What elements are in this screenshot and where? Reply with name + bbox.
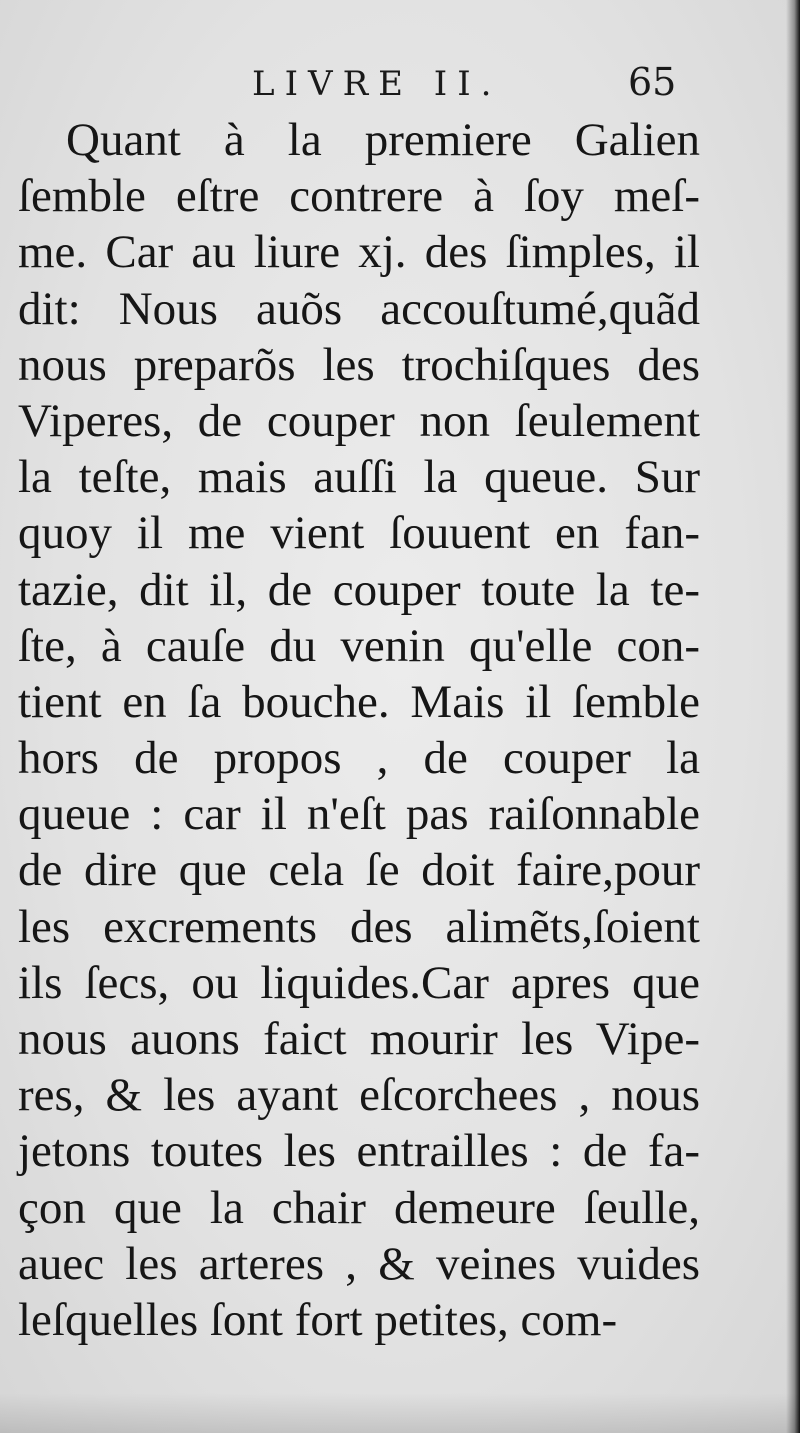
text-line: nous preparõs les trochiſques des (18, 338, 700, 391)
body-text (18, 112, 700, 1348)
text-line: hors de propos , de couper la (18, 732, 700, 785)
text-line: quoy il me vient ſouuent en fan- (18, 507, 700, 560)
text-line: dit: Nous auõs accouſtumé,quãd (18, 282, 700, 335)
text-line: tazie, dit il, de couper toute la te- (18, 563, 700, 616)
page-bottom-shadow (0, 1393, 800, 1433)
text-line: de dire que cela ſe doit faire,pour (18, 844, 700, 897)
text-line: queue : car il n'eſt pas raiſonnable (18, 788, 700, 841)
text-line: les excrements des alimẽts,ſoient (18, 900, 700, 953)
text-line: ſte, à cauſe du venin qu'elle con- (18, 619, 700, 672)
running-title: LIVRE II. (252, 64, 502, 104)
page-edge-shadow (786, 0, 800, 1433)
text-line: auec les arteres , & veines vuides (18, 1237, 700, 1290)
text-line: leſquelles ſont fort petites, com- (18, 1293, 618, 1346)
text-line: nous auons faict mourir les Vipe- (18, 1013, 700, 1065)
text-line: çon que la chair demeure ſeulle, (18, 1181, 700, 1234)
text-line: ſemble eſtre contrere à ſoy meſ- (18, 170, 700, 223)
text-line: Viperes, de couper non ſeulement (18, 394, 700, 447)
text-line: tient en ſa bouche. Mais il ſemble (18, 675, 700, 728)
text-line: jetons toutes les entrailles : de fa- (18, 1125, 700, 1178)
text-line: la teſte, mais auſſi la queue. Sur (18, 451, 700, 504)
page-number: 65 (628, 60, 677, 104)
text-line: Quant à la premiere Galien (66, 114, 700, 166)
text-line: ils ſecs, ou liquides.Car apres que (18, 956, 700, 1009)
text-line: me. Car au liure xj. des ſimples, il (18, 226, 700, 279)
text-line: res, & les ayant eſcorchees , nous (18, 1069, 700, 1122)
running-head (0, 60, 800, 114)
